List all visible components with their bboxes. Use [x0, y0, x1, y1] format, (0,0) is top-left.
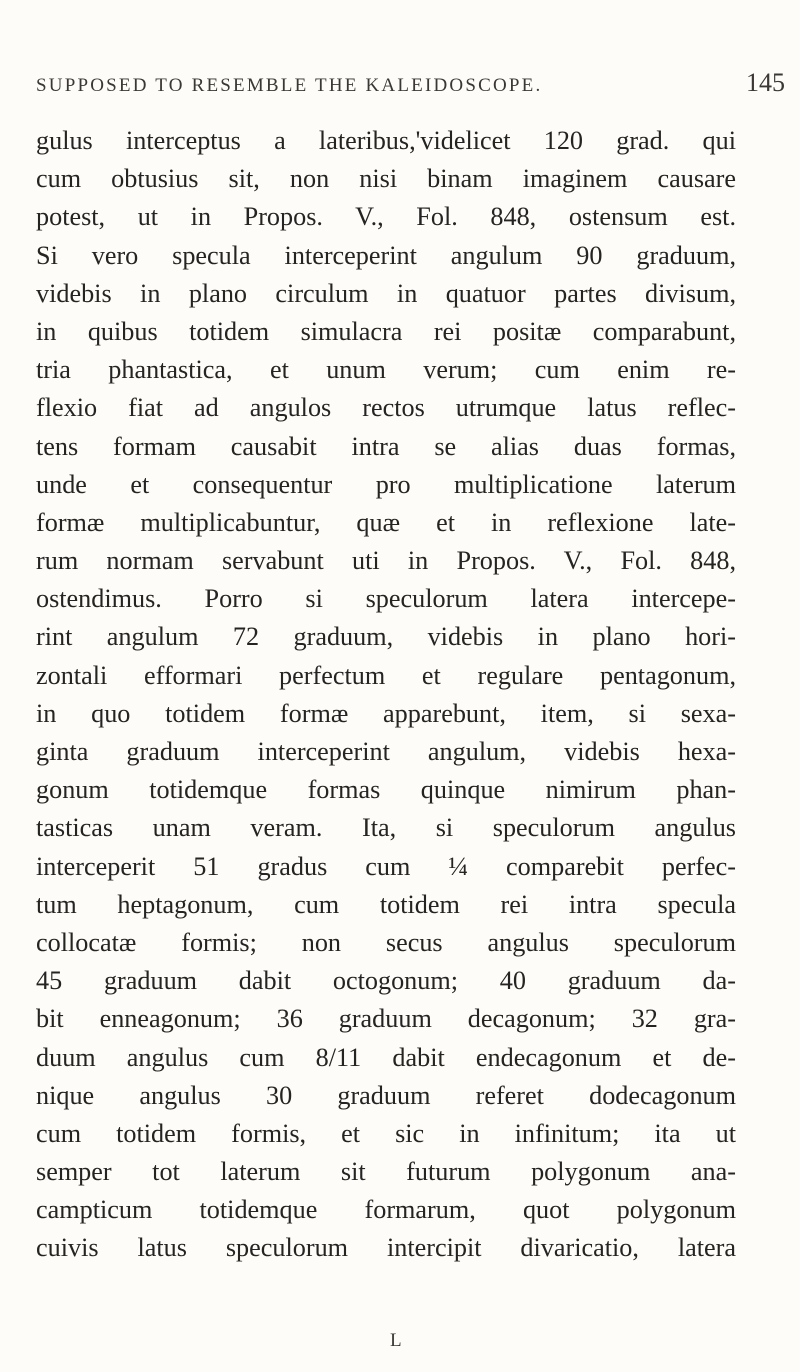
text-line: tum heptagonum, cum totidem rei intra specula [36, 889, 736, 919]
text-line: in quo totidem formæ apparebunt, item, si sexa- [36, 698, 736, 728]
text-line: bit enneagonum; 36 graduum decagonum; 32 gra- [36, 1004, 736, 1034]
text-line: Si vero specula interceperint angulum 90 graduum, [36, 240, 736, 270]
text-line: potest, ut in Propos. V., Fol. 848, ostensum est. [36, 202, 736, 232]
body-text [36, 122, 736, 1268]
text-line: cum totidem formis, et sic in infinitum; ita ut [36, 1118, 736, 1148]
page-number: 145 [746, 68, 785, 97]
text-line: duum angulus cum 8/11 dabit endecagonum et de- [36, 1042, 736, 1072]
text-line: tria phantastica, et unum verum; cum enim re- [36, 355, 736, 385]
text-line: semper tot laterum sit futurum polygonum ana- [36, 1157, 736, 1187]
text-line: 45 graduum dabit octogonum; 40 graduum da- [36, 966, 736, 996]
text-line: videbis in plano circulum in quatuor partes divisum, [36, 278, 736, 308]
running-title: SUPPOSED TO RESEMBLE THE KALEIDOSCOPE. [36, 75, 543, 96]
text-line: collocatæ formis; non secus angulus speculorum [36, 927, 736, 957]
text-line: rum normam servabunt uti in Propos. V., Fol. 848, [36, 546, 736, 576]
text-line: gulus interceptus a lateribus,'videlicet 120 grad. qui [36, 126, 736, 155]
text-line: ostendimus. Porro si speculorum latera intercepe- [36, 584, 736, 614]
text-line: tens formam causabit intra se alias duas formas, [36, 431, 736, 461]
text-line: cum obtusius sit, non nisi binam imaginem causare [36, 164, 736, 194]
text-line: nique angulus 30 graduum referet dodecagonum [36, 1080, 736, 1110]
text-line: in quibus totidem simulacra rei positæ comparabunt, [36, 316, 736, 346]
text-line: unde et consequentur pro multiplicatione laterum [36, 469, 736, 499]
text-line: ginta graduum interceperint angulum, videbis hexa- [36, 737, 736, 766]
text-line: rint angulum 72 graduum, videbis in plano hori- [36, 622, 736, 652]
text-line: gonum totidemque formas quinque nimirum phan- [36, 775, 736, 805]
signature-mark: L [390, 1330, 402, 1351]
text-line: flexio fiat ad angulos rectos utrumque latus reflec- [36, 393, 736, 423]
text-line: zontali efformari perfectum et regulare pentagonum, [36, 660, 736, 690]
text-line: campticum totidemque formarum, quot polygonum [36, 1195, 736, 1225]
text-line: interceperit 51 gradus cum ¼ comparebit perfec- [36, 851, 736, 881]
text-line: formæ multiplicabuntur, quæ et in reflexione late- [36, 507, 736, 537]
text-line: tasticas unam veram. Ita, si speculorum angulus [36, 813, 736, 843]
text-line: cuivis latus speculorum intercipit divaricatio, latera [36, 1233, 736, 1263]
